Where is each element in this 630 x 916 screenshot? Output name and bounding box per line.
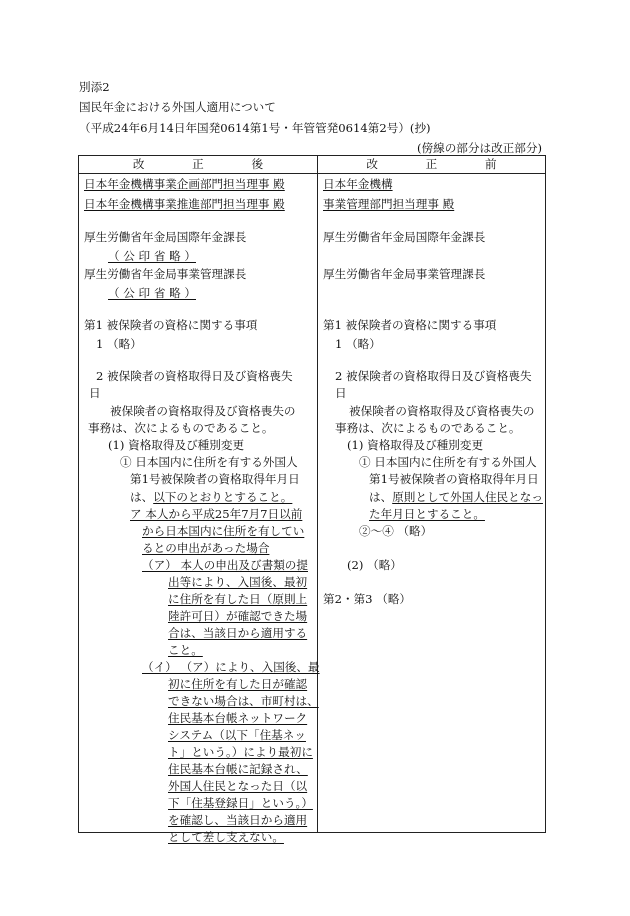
item-line: 日 — [89, 386, 101, 400]
after-column — [79, 174, 320, 844]
before-column — [318, 174, 546, 833]
sender-line: 厚生労働省年金局国際年金課長 — [84, 230, 247, 244]
body-line: 事務は、次によるものであること。 — [88, 421, 274, 435]
subsection-heading: (1) 資格取得及び種別変更 — [347, 438, 484, 452]
subsection-heading: (1) 資格取得及び種別変更 — [108, 438, 245, 452]
addressee-line: 日本年金機構 — [323, 177, 393, 191]
amended-line: ア 本人から平成25年7月7日以前 — [130, 507, 303, 521]
amended-line: システム（以下「住基ネッ — [168, 728, 306, 742]
amended-line: 陸許可日）が確認できた場 — [168, 609, 308, 623]
body-line: 被保険者の資格取得及び資格喪失の — [349, 404, 535, 418]
header-after: 改 正 後 — [79, 156, 318, 174]
amended-line: から日本国内に住所を有してい — [142, 524, 305, 538]
body-line: は、原則として外国人住民となっ — [369, 490, 543, 504]
sender-line: 厚生労働省年金局事業管理課長 — [323, 267, 486, 281]
amended-line: （イ） （ア）により、入国後、最 — [142, 660, 320, 674]
sender-line: 厚生労働省年金局事業管理課長 — [84, 267, 247, 281]
seal-omitted-line: （ 公 印 省 略 ） — [108, 249, 196, 263]
amended-line: できない場合は、市町村は、 — [168, 694, 319, 708]
comparison-table — [78, 155, 546, 844]
body-line: 第1号被保険者の資格取得年月日 — [369, 472, 539, 486]
addressee-line: 日本年金機構事業企画部門担当理事 殿 — [84, 177, 285, 191]
item-line: 2 被保険者の資格取得日及び資格喪失 — [96, 369, 293, 383]
amended-line: として差し支えない。 — [168, 830, 284, 844]
item-line: 1 （略） — [335, 337, 381, 351]
table-header-row — [79, 156, 546, 174]
amended-line: こと。 — [168, 643, 203, 657]
underline-note: (傍線の部分は改正部分) — [417, 141, 542, 155]
body-line: ① 日本国内に住所を有する外国人 — [120, 455, 298, 469]
body-line: は、以下のとおりとすること。 — [130, 490, 293, 504]
subsection-heading: (2) （略） — [347, 558, 402, 572]
amended-line: 合は、当該日から適用する — [168, 626, 308, 640]
attachment-label: 別添2 — [79, 80, 110, 94]
notice-reference: （平成24年6月14日年国発0614第1号・年管管発0614第2号）(抄) — [79, 121, 431, 135]
body-line: 事務は、次によるものであること。 — [335, 421, 521, 435]
amended-line: 初に住所を有した日が確認 — [168, 677, 308, 691]
item-line: 日 — [335, 386, 347, 400]
amended-line: ト」という。）により最初に — [168, 745, 313, 759]
amended-line: るとの申出があった場合 — [142, 541, 270, 555]
item-line: ②～④ （略） — [359, 524, 433, 538]
amended-line: た年月日とすること。 — [369, 507, 485, 521]
item-line: 2 被保険者の資格取得日及び資格喪失 — [335, 369, 532, 383]
body-line: 第1号被保険者の資格取得年月日 — [130, 472, 300, 486]
section-heading: 第2・第3 （略） — [323, 592, 412, 606]
sender-line: 厚生労働省年金局国際年金課長 — [323, 230, 486, 244]
section-heading: 第1 被保険者の資格に関する事項 — [84, 318, 258, 332]
body-line: 被保険者の資格取得及び資格喪失の — [110, 404, 296, 418]
amended-line: 出等により、入国後、最初 — [168, 575, 308, 589]
table-body-row — [79, 174, 546, 833]
amended-line: を確認し、当該日から適用 — [168, 813, 308, 827]
body-line: ① 日本国内に住所を有する外国人 — [359, 455, 537, 469]
document-title: 国民年金における外国人適用について — [79, 100, 276, 114]
amended-line: に住所を有した日（原則上 — [168, 592, 308, 606]
header-before: 改 正 前 — [318, 156, 546, 174]
amended-line: （ア） 本人の申出及び書類の提 — [142, 558, 308, 572]
section-heading: 第1 被保険者の資格に関する事項 — [323, 318, 497, 332]
item-line: 1 （略） — [96, 337, 142, 351]
addressee-line: 日本年金機構事業推進部門担当理事 殿 — [84, 197, 285, 211]
amended-line: 下「住基登録日」という。） — [168, 796, 313, 810]
amended-line: 外国人住民となった日（以 — [168, 779, 308, 793]
seal-omitted-line: （ 公 印 省 略 ） — [108, 286, 196, 300]
amended-line: 住民基本台帳に記録され、 — [168, 762, 308, 776]
amended-line: 住民基本台帳ネットワーク — [168, 711, 308, 725]
addressee-line: 事業管理部門担当理事 殿 — [323, 197, 455, 211]
